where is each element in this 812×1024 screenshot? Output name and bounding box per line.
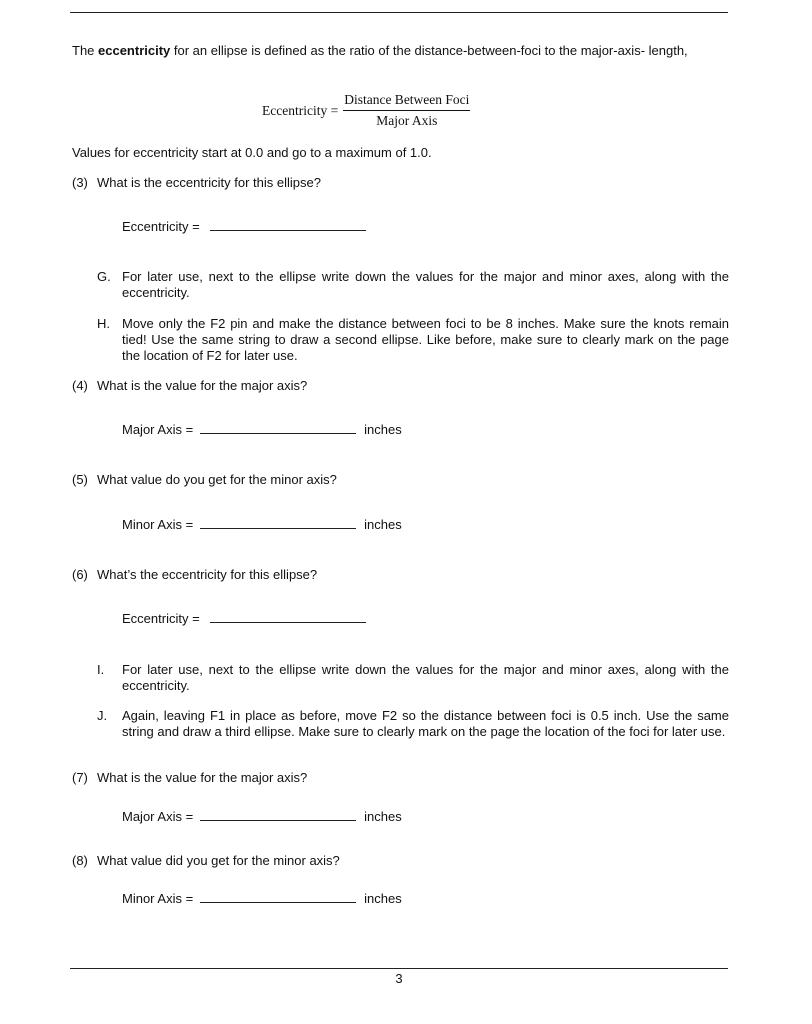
page-number: 3 — [395, 971, 403, 986]
answer-label: Eccentricity = — [122, 219, 200, 234]
intro-text-end: for an ellipse is defined as the ratio of the distance-between-foci to the major-axis- length, — [170, 43, 688, 58]
answer-unit: inches — [364, 891, 402, 906]
answer-label: Major Axis = — [122, 422, 194, 437]
question-4 — [72, 378, 307, 394]
answer-unit: inches — [364, 809, 402, 824]
step-letter: G. — [97, 269, 111, 284]
answer-blank[interactable] — [200, 516, 356, 529]
step-i — [97, 662, 729, 694]
question-text: What is the value for the major axis? — [97, 378, 308, 393]
step-text: For later use, next to the ellipse write down the values for the major and minor axes, along with the eccentricity. — [122, 269, 729, 300]
top-rule — [70, 12, 728, 13]
step-letter: H. — [97, 316, 110, 331]
formula-numerator: Distance Between Foci — [343, 92, 470, 111]
question-7 — [72, 770, 307, 786]
step-g — [97, 269, 729, 301]
step-text: Move only the F2 pin and make the distance between foci to be 8 inches. Make sure the knots remain tied! Use the same string to draw a second ellipse. Like before, make sure to clearly mark on the page the location of F2 for later use. — [122, 316, 729, 363]
answer-blank[interactable] — [200, 808, 356, 821]
question-text: What is the value for the major axis? — [97, 770, 308, 785]
question-text: What is the eccentricity for this ellipse? — [97, 175, 321, 190]
answer-label: Minor Axis = — [122, 517, 194, 532]
question-number: (7) — [72, 770, 88, 785]
answer-label: Minor Axis = — [122, 891, 194, 906]
answer-eccentricity-1 — [122, 218, 366, 235]
question-number: (6) — [72, 567, 88, 582]
step-letter: J. — [97, 708, 108, 723]
answer-unit: inches — [364, 517, 402, 532]
step-text: Again, leaving F1 in place as before, move F2 so the distance between foci is 0.5 inch. Use the same string and draw a third ellipse. Make sure to clearly mark on the page the location of the foci for later use. — [122, 708, 729, 739]
range-note: Values for eccentricity start at 0.0 and go to a maximum of 1.0. — [72, 145, 432, 160]
question-text: What value did you get for the minor axis? — [97, 853, 340, 868]
question-number: (3) — [72, 175, 88, 190]
question-number: (8) — [72, 853, 88, 868]
answer-unit: inches — [364, 422, 402, 437]
answer-blank[interactable] — [210, 610, 366, 623]
question-5 — [72, 472, 337, 488]
intro-paragraph — [72, 43, 732, 59]
question-3 — [72, 175, 321, 191]
intro-text-start: The — [72, 43, 99, 58]
answer-minor-axis-1 — [122, 516, 402, 533]
formula-fraction — [343, 92, 470, 129]
answer-label: Eccentricity = — [122, 611, 200, 626]
step-j — [97, 708, 729, 740]
question-number: (4) — [72, 378, 88, 393]
answer-major-axis-1 — [122, 421, 402, 438]
answer-eccentricity-2 — [122, 610, 366, 627]
answer-major-axis-2 — [122, 808, 402, 825]
answer-blank[interactable] — [210, 218, 366, 231]
answer-label: Major Axis = — [122, 809, 194, 824]
bottom-rule — [70, 968, 728, 969]
intro-bold-term: eccentricity — [98, 43, 171, 58]
step-letter: I. — [97, 662, 105, 677]
eccentricity-formula — [262, 92, 470, 129]
step-text: For later use, next to the ellipse write down the values for the major and minor axes, along with the eccentricity. — [122, 662, 729, 693]
formula-denominator: Major Axis — [376, 113, 438, 128]
question-8 — [72, 853, 340, 869]
formula-lhs: Eccentricity = — [262, 102, 339, 118]
answer-blank[interactable] — [200, 890, 356, 903]
question-number: (5) — [72, 472, 88, 487]
step-h — [97, 316, 729, 364]
question-text: What value do you get for the minor axis? — [97, 472, 337, 487]
answer-blank[interactable] — [200, 421, 356, 434]
question-6 — [72, 567, 317, 583]
question-text: What’s the eccentricity for this ellipse? — [97, 567, 318, 582]
answer-minor-axis-2 — [122, 890, 402, 907]
